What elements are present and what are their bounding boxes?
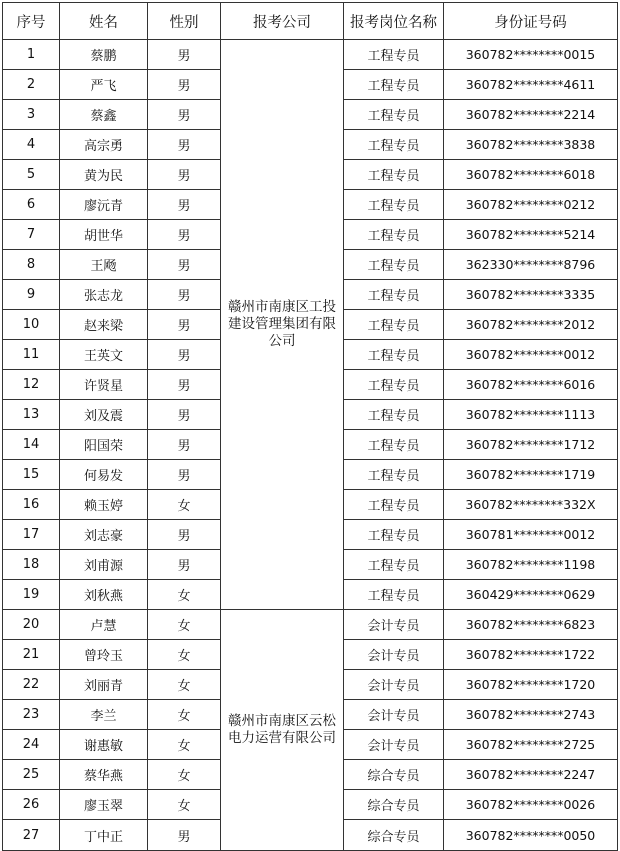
cell-name: 廖玉翠: [60, 790, 148, 820]
cell-id: 360782********6823: [444, 610, 618, 640]
cell-no: 9: [3, 280, 60, 310]
cell-id: 360782********1719: [444, 460, 618, 490]
header-no: 序号: [3, 3, 60, 40]
cell-post: 工程专员: [344, 310, 444, 340]
cell-no: 5: [3, 160, 60, 190]
cell-no: 10: [3, 310, 60, 340]
cell-no: 19: [3, 580, 60, 610]
cell-company: 赣州市南康区工投建设管理集团有限公司: [221, 40, 344, 610]
cell-gender: 男: [148, 340, 221, 370]
cell-post: 会计专员: [344, 640, 444, 670]
cell-id: 360782********3838: [444, 130, 618, 160]
cell-id: 360782********2743: [444, 700, 618, 730]
cell-name: 张志龙: [60, 280, 148, 310]
cell-gender: 男: [148, 130, 221, 160]
cell-gender: 女: [148, 490, 221, 520]
cell-no: 8: [3, 250, 60, 280]
cell-id: 360782********3335: [444, 280, 618, 310]
cell-name: 刘甫源: [60, 550, 148, 580]
cell-post: 工程专员: [344, 130, 444, 160]
cell-name: 廖沅青: [60, 190, 148, 220]
cell-no: 20: [3, 610, 60, 640]
cell-name: 李兰: [60, 700, 148, 730]
cell-no: 13: [3, 400, 60, 430]
cell-id: 360782********6016: [444, 370, 618, 400]
cell-gender: 女: [148, 670, 221, 700]
cell-gender: 女: [148, 640, 221, 670]
cell-no: 17: [3, 520, 60, 550]
cell-gender: 男: [148, 280, 221, 310]
cell-name: 蔡华燕: [60, 760, 148, 790]
cell-id: 360782********332X: [444, 490, 618, 520]
table-body: [3, 40, 618, 851]
cell-post: 工程专员: [344, 520, 444, 550]
cell-post: 会计专员: [344, 670, 444, 700]
cell-name: 蔡鹏: [60, 40, 148, 70]
cell-name: 高宗勇: [60, 130, 148, 160]
cell-post: 工程专员: [344, 370, 444, 400]
cell-name: 严飞: [60, 70, 148, 100]
cell-gender: 男: [148, 820, 221, 851]
cell-no: 6: [3, 190, 60, 220]
cell-no: 14: [3, 430, 60, 460]
cell-post: 综合专员: [344, 760, 444, 790]
cell-name: 王飏: [60, 250, 148, 280]
cell-gender: 男: [148, 40, 221, 70]
cell-no: 18: [3, 550, 60, 580]
cell-no: 4: [3, 130, 60, 160]
cell-id: 360782********2725: [444, 730, 618, 760]
cell-no: 3: [3, 100, 60, 130]
cell-id: 360782********0026: [444, 790, 618, 820]
cell-no: 21: [3, 640, 60, 670]
cell-gender: 女: [148, 700, 221, 730]
cell-name: 刘丽青: [60, 670, 148, 700]
cell-post: 工程专员: [344, 220, 444, 250]
cell-company: 赣州市南康区云松电力运营有限公司: [221, 610, 344, 851]
cell-name: 何易发: [60, 460, 148, 490]
cell-name: 王英文: [60, 340, 148, 370]
header-post: 报考岗位名称: [344, 3, 444, 40]
cell-gender: 男: [148, 400, 221, 430]
cell-post: 工程专员: [344, 460, 444, 490]
header-row: [3, 3, 618, 40]
cell-name: 曾玲玉: [60, 640, 148, 670]
cell-gender: 女: [148, 730, 221, 760]
cell-post: 工程专员: [344, 490, 444, 520]
cell-no: 12: [3, 370, 60, 400]
cell-id: 360782********1198: [444, 550, 618, 580]
cell-post: 综合专员: [344, 820, 444, 851]
cell-id: 360782********1722: [444, 640, 618, 670]
cell-id: 360782********0212: [444, 190, 618, 220]
cell-no: 1: [3, 40, 60, 70]
cell-gender: 女: [148, 760, 221, 790]
cell-post: 工程专员: [344, 40, 444, 70]
cell-name: 赵来梁: [60, 310, 148, 340]
cell-gender: 女: [148, 790, 221, 820]
cell-name: 丁中正: [60, 820, 148, 851]
cell-name: 谢惠敏: [60, 730, 148, 760]
cell-id: 360782********0015: [444, 40, 618, 70]
cell-gender: 男: [148, 70, 221, 100]
cell-no: 25: [3, 760, 60, 790]
cell-name: 卢慧: [60, 610, 148, 640]
cell-id: 362330********8796: [444, 250, 618, 280]
cell-name: 黄为民: [60, 160, 148, 190]
cell-name: 阳国荣: [60, 430, 148, 460]
cell-post: 工程专员: [344, 70, 444, 100]
cell-no: 26: [3, 790, 60, 820]
header-name: 姓名: [60, 3, 148, 40]
cell-post: 工程专员: [344, 340, 444, 370]
cell-post: 工程专员: [344, 190, 444, 220]
cell-id: 360782********1720: [444, 670, 618, 700]
cell-no: 7: [3, 220, 60, 250]
table-row: [3, 610, 618, 640]
cell-post: 工程专员: [344, 250, 444, 280]
cell-post: 工程专员: [344, 160, 444, 190]
table-row: [3, 40, 618, 70]
cell-id: 360782********2247: [444, 760, 618, 790]
cell-gender: 男: [148, 430, 221, 460]
cell-name: 刘及震: [60, 400, 148, 430]
cell-id: 360782********5214: [444, 220, 618, 250]
cell-name: 蔡鑫: [60, 100, 148, 130]
cell-gender: 男: [148, 460, 221, 490]
header-id: 身份证号码: [444, 3, 618, 40]
cell-gender: 男: [148, 190, 221, 220]
cell-id: 360782********2214: [444, 100, 618, 130]
header-gender: 性别: [148, 3, 221, 40]
cell-post: 工程专员: [344, 580, 444, 610]
cell-no: 15: [3, 460, 60, 490]
cell-gender: 男: [148, 100, 221, 130]
cell-id: 360782********4611: [444, 70, 618, 100]
cell-id: 360429********0629: [444, 580, 618, 610]
cell-post: 会计专员: [344, 610, 444, 640]
cell-gender: 男: [148, 370, 221, 400]
cell-post: 工程专员: [344, 280, 444, 310]
cell-name: 刘秋燕: [60, 580, 148, 610]
cell-post: 工程专员: [344, 550, 444, 580]
cell-id: 360782********1113: [444, 400, 618, 430]
cell-no: 23: [3, 700, 60, 730]
cell-name: 许贤星: [60, 370, 148, 400]
cell-id: 360782********2012: [444, 310, 618, 340]
cell-name: 赖玉婷: [60, 490, 148, 520]
cell-name: 刘志豪: [60, 520, 148, 550]
cell-no: 27: [3, 820, 60, 851]
cell-id: 360781********0012: [444, 520, 618, 550]
applicant-table: [2, 2, 618, 851]
cell-gender: 男: [148, 220, 221, 250]
cell-no: 2: [3, 70, 60, 100]
cell-no: 11: [3, 340, 60, 370]
cell-gender: 男: [148, 160, 221, 190]
cell-id: 360782********6018: [444, 160, 618, 190]
cell-post: 工程专员: [344, 430, 444, 460]
cell-id: 360782********0012: [444, 340, 618, 370]
cell-post: 会计专员: [344, 700, 444, 730]
cell-gender: 男: [148, 520, 221, 550]
cell-post: 工程专员: [344, 400, 444, 430]
cell-gender: 女: [148, 580, 221, 610]
cell-id: 360782********1712: [444, 430, 618, 460]
cell-post: 综合专员: [344, 790, 444, 820]
header-company: 报考公司: [221, 3, 344, 40]
cell-no: 16: [3, 490, 60, 520]
cell-id: 360782********0050: [444, 820, 618, 851]
cell-name: 胡世华: [60, 220, 148, 250]
cell-gender: 男: [148, 550, 221, 580]
cell-no: 24: [3, 730, 60, 760]
cell-gender: 男: [148, 250, 221, 280]
cell-no: 22: [3, 670, 60, 700]
cell-gender: 女: [148, 610, 221, 640]
cell-post: 会计专员: [344, 730, 444, 760]
cell-gender: 男: [148, 310, 221, 340]
cell-post: 工程专员: [344, 100, 444, 130]
